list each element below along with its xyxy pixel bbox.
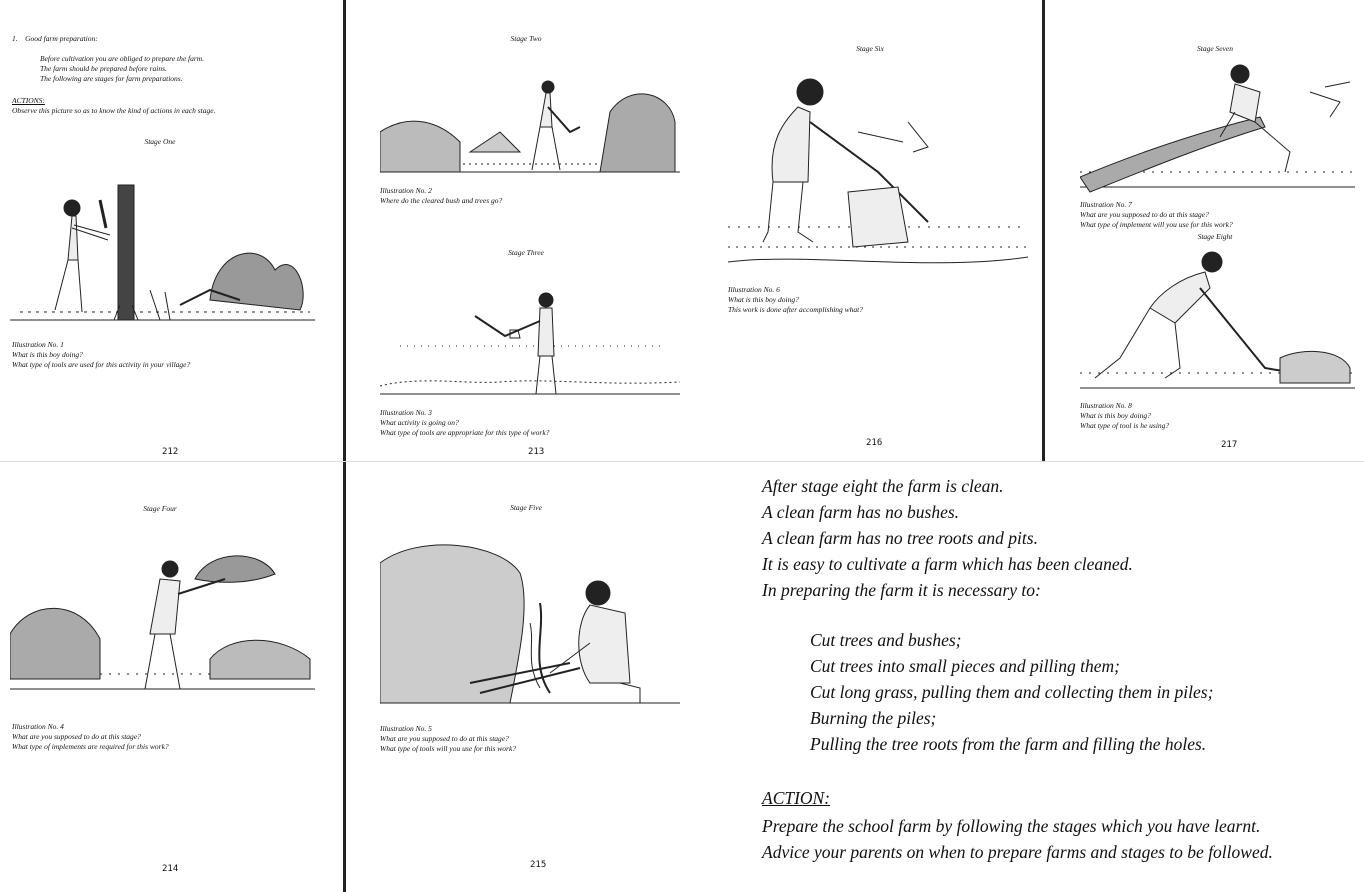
step-item: Burning the piles; [810, 708, 937, 728]
caption-question: This work is done after accomplishing what? [728, 305, 863, 315]
step-item: Cut long grass, pulling them and collecting them in piles; [810, 682, 1214, 702]
caption-title: Illustration No. 5 [380, 724, 432, 733]
caption-question: What are you supposed to do at this stage? [1080, 210, 1209, 220]
caption-title: Illustration No. 3 [380, 408, 432, 417]
illustration-3 [380, 286, 680, 398]
stage-label: Stage Two [510, 34, 542, 43]
caption-title: Illustration No. 6 [728, 285, 780, 294]
action-line: Prepare the school farm by following the stages which you have learnt. [762, 816, 1261, 836]
illustration-caption [380, 186, 502, 206]
row-divider [0, 461, 1364, 462]
caption-question: What activity is going on? [380, 418, 459, 428]
stage-label: Stage Six [856, 44, 884, 53]
illustration-caption [1080, 200, 1233, 230]
caption-question: Where do the cleared bush and trees go? [380, 196, 503, 206]
intro-line: Before cultivation you are obliged to prepare the farm. [40, 54, 205, 63]
page-number: 212 [162, 447, 179, 457]
summary-line: In preparing the farm it is necessary to: [762, 580, 1041, 600]
illustration-caption [728, 285, 863, 315]
section-number: 1. [12, 34, 18, 43]
step-item: Cut trees into small pieces and pilling them; [810, 656, 1120, 676]
page-215 [346, 463, 700, 892]
stage-label: Stage Eight [1197, 232, 1233, 241]
caption-question: What type of tools are used for this activity in your village? [12, 360, 191, 370]
caption-question: What type of implement will you use for this work? [1080, 220, 1233, 230]
caption-title: Illustration No. 1 [12, 340, 64, 349]
page-217 [1045, 0, 1364, 461]
illustration-caption [380, 724, 516, 754]
section-heading [12, 34, 98, 44]
caption-question: What type of tool is he using? [1080, 421, 1170, 431]
page-number: 214 [162, 864, 179, 874]
caption-question: What is this boy doing? [1080, 411, 1151, 421]
illustration-5 [380, 533, 680, 713]
stage-label: Stage Seven [1196, 44, 1234, 53]
illustration-caption [1080, 401, 1169, 431]
section-title: Good farm preparation: [25, 34, 98, 43]
page-number: 217 [1221, 440, 1238, 450]
summary-line: A clean farm has no bushes. [762, 502, 960, 522]
page-212 [0, 0, 343, 461]
caption-question: What is this boy doing? [12, 350, 83, 360]
illustration-2 [380, 72, 680, 177]
illustration-1 [10, 180, 315, 330]
illustration-8 [1080, 248, 1355, 398]
caption-question: What are you supposed to do at this stage? [12, 732, 141, 742]
caption-question: What is this boy doing? [728, 295, 799, 305]
page-216 [700, 0, 1042, 461]
page-214 [0, 463, 343, 892]
summary-line: After stage eight the farm is clean. [762, 476, 1004, 496]
step-item: Cut trees and bushes; [810, 630, 962, 650]
caption-title: Illustration No. 8 [1080, 401, 1132, 410]
caption-question: What are you supposed to do at this stage? [380, 734, 509, 744]
summary-line: A clean farm has no tree roots and pits. [762, 528, 1038, 548]
intro-line: The farm should be prepared before rains. [40, 64, 167, 74]
caption-title: Illustration No. 2 [380, 186, 432, 195]
step-item: Pulling the tree roots from the farm and filling the holes. [810, 734, 1207, 754]
illustration-6 [728, 72, 1028, 282]
illustration-caption [12, 340, 190, 370]
illustration-4 [10, 539, 315, 699]
stage-label: Stage Three [508, 248, 544, 257]
summary-line: It is easy to cultivate a farm which has been cleaned. [762, 554, 1133, 574]
illustration-7 [1080, 62, 1355, 197]
page-number: 216 [866, 438, 883, 448]
actions-text: Observe this picture so as to know the kind of actions in each stage. [12, 106, 216, 116]
page-number: 215 [530, 860, 547, 870]
caption-question: What type of implements are required for this work? [12, 742, 169, 752]
stage-label: Stage One [144, 137, 176, 146]
stage-label: Stage Five [510, 503, 542, 512]
action-label: ACTION: [762, 788, 831, 808]
actions-block [12, 96, 215, 116]
actions-label: ACTIONS: [12, 96, 45, 105]
intro-text [40, 54, 204, 84]
page-213 [346, 0, 700, 461]
caption-title: Illustration No. 7 [1080, 200, 1132, 209]
action-line: Advice your parents on when to prepare farms and stages to be followed. [762, 842, 1273, 862]
stage-label: Stage Four [143, 504, 177, 513]
intro-line: The following are stages for farm preparations. [40, 74, 183, 84]
caption-title: Illustration No. 4 [12, 722, 64, 731]
illustration-caption [12, 722, 169, 752]
illustration-caption [380, 408, 549, 438]
page-number: 213 [528, 447, 545, 457]
caption-question: What type of tools will you use for this work? [380, 744, 517, 754]
caption-question: What type of tools are appropriate for this type of work? [380, 428, 550, 438]
